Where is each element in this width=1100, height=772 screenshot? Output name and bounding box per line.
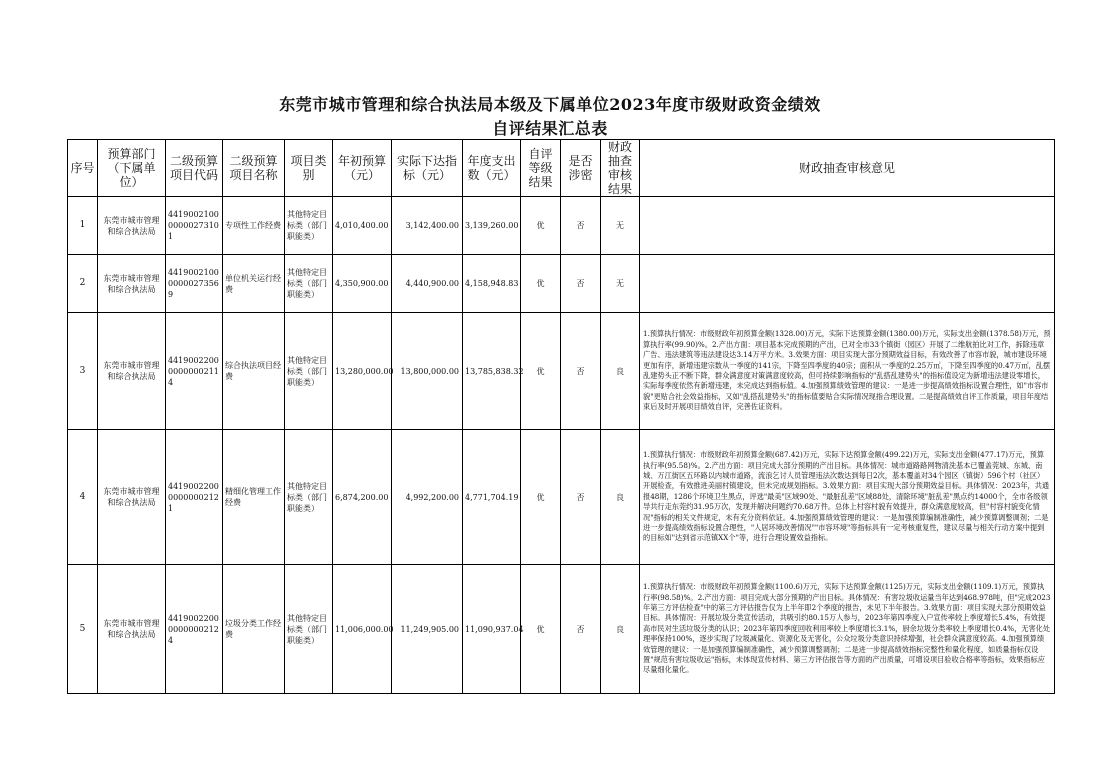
header-code: 二级预算项目代码: [166, 140, 223, 197]
header-grade: 自评等级结果: [521, 140, 561, 197]
cell-issued: 11,249,905.00: [392, 565, 463, 694]
cell-name: 专项性工作经费: [223, 197, 285, 255]
header-name: 二级预算项目名称: [223, 140, 285, 197]
cell-initial: 4,010,400.00: [333, 197, 392, 255]
cell-grade: 优: [521, 430, 561, 565]
cell-code: 441900220000000002121: [166, 430, 223, 565]
cell-dept: 东莞市城市管理和综合执法局: [98, 197, 166, 255]
cell-category: 其他特定目标类（部门职能类）: [285, 255, 333, 313]
table-row: [68, 565, 1055, 694]
table-row: [68, 255, 1055, 313]
cell-opinion: 1.预算执行情况：市级财政年初预算金额(1100.6)万元，实际下达预算金额(1125)万元，实际支出金额(1109.1)万元，预算执行率(98.58)%。2.产出方面：项目完成大部分预期的产出目标。具体情况：有害垃圾收运量当年达到468.978吨，但"完成2023年第三方评估检查"中的第三方评估报告仅为上半年即2个季度的报告，未见下半年报告。3.效果方面：项目实现大部分预期效益目标。具体情况：开展垃圾分类宣传活动，共吸引约80.15万人参与，2023年第四季度入户宣传率较上季度增长5.4%，有效提高市民对生活垃圾分类的认识；2023年第四季度回收利用率较上季度增长3.1%，厨余垃圾分类率较上季度增长0.4%，无害化处理率保持100%，逐步实现了垃圾减量化、资源化及无害化，公众垃圾分类意识持续增强，社会群众满意度较高。4.加强预算绩效管理的建议：一是加强预算编制准确性，减少预算调整调剂；二是进一步提高绩效指标完整性和量化程度，如质量指标仅设置"规范有害垃圾收运"指标，未体现宣传材料、第三方评估报告等方面的产出质量，可增设项目验收合格率等指标，效果指标应尽量细化量化。: [640, 565, 1055, 694]
header-seq: 序号: [68, 140, 98, 197]
cell-dept: 东莞市城市管理和综合执法局: [98, 255, 166, 313]
cell-secret: 否: [561, 430, 601, 565]
cell-spent: 13,785,838.32: [463, 313, 521, 430]
cell-secret: 否: [561, 313, 601, 430]
cell-name: 精细化管理工作经费: [223, 430, 285, 565]
cell-opinion: 1.预算执行情况：市级财政年初预算金额(687.42)万元，实际下达预算金额(499.22)万元，实际支出金额(477.17)万元，预算执行率(95.58)%。2.产出方面：项目完成大部分预期的产出目标。具体情况：城市道路路网物清洗基本已覆盖莞城、东城、南城、万江街区五环路以内城市道路，流浪乞讨人员管理违法次数达到每日2次，基本覆盖对34个园区（镇街）596个村（社区）开展检查，有效推进美丽村镇建设，但未完成规划指标。3.效果方面：项目实现大部分预期效益目标。具体情况：2023年，共通报48期，1286个环境卫生黑点，评选"最美"区域90处、"最脏乱差"区域88处，清除环境"脏乱差"黑点约14000个，全市各级领导共行走东莞约31.95万次，发现并解决问题约70.68万件。总体上村容村貌有效提升，群众满意度较高，但"村容村貌变化情况"指标的相关文件规定，未有充分资料依证。4.加强预算绩效管理的建议：一是加强预算编制准确性，减少预算调整调剂；二是进一步提高绩效指标设置合理性，"人居环境改善情况""市容环境"等指标具有一定考核重复性，建议尽量与相关行动方案中提到的目标如"达到省示范镇XX个"等，进行合理设置效益指标。: [640, 430, 1055, 565]
title-line-2: 自评结果汇总表: [492, 119, 608, 138]
cell-dept: 东莞市城市管理和综合执法局: [98, 565, 166, 694]
cell-name: 垃圾分类工作经费: [223, 565, 285, 694]
cell-spent: 3,139,260.00: [463, 197, 521, 255]
cell-grade: 优: [521, 197, 561, 255]
cell-code: 441900210000000273101: [166, 197, 223, 255]
cell-category: 其他特定目标类（部门职能类）: [285, 565, 333, 694]
cell-issued: 3,142,400.00: [392, 197, 463, 255]
cell-issued: 4,440,900.00: [392, 255, 463, 313]
cell-seq: 1: [68, 197, 98, 255]
table-row: [68, 313, 1055, 430]
cell-grade: 优: [521, 565, 561, 694]
header-issued: 实际下达指标（元）: [392, 140, 463, 197]
cell-code: 441900210000000273569: [166, 255, 223, 313]
cell-spent: 4,771,704.19: [463, 430, 521, 565]
cell-seq: 2: [68, 255, 98, 313]
header-dept: 预算部门（下属单位）: [98, 140, 166, 197]
cell-review: 良: [601, 430, 640, 565]
table-row: [68, 197, 1055, 255]
summary-table: [67, 139, 1055, 694]
cell-spent: 11,090,937.04: [463, 565, 521, 694]
cell-initial: 6,874,200.00: [333, 430, 392, 565]
cell-seq: 5: [68, 565, 98, 694]
cell-initial: 13,280,000.00: [333, 313, 392, 430]
cell-secret: 否: [561, 565, 601, 694]
cell-dept: 东莞市城市管理和综合执法局: [98, 430, 166, 565]
header-row: [68, 140, 1055, 197]
cell-issued: 13,800,000.00: [392, 313, 463, 430]
cell-category: 其他特定目标类（部门职能类）: [285, 430, 333, 565]
cell-code: 441900220000000002114: [166, 313, 223, 430]
header-category: 项目类别: [285, 140, 333, 197]
title-line-1: 东莞市城市管理和综合执法局本级及下属单位2023年度市级财政资金绩效: [279, 95, 821, 114]
cell-name: 单位机关运行经费: [223, 255, 285, 313]
cell-grade: 优: [521, 255, 561, 313]
header-opinion: 财政抽查审核意见: [640, 140, 1055, 197]
cell-opinion: [640, 197, 1055, 255]
cell-category: 其他特定目标类（部门职能类）: [285, 313, 333, 430]
cell-secret: 否: [561, 255, 601, 313]
table-row: [68, 430, 1055, 565]
header-spent: 年度支出数（元）: [463, 140, 521, 197]
cell-seq: 3: [68, 313, 98, 430]
cell-opinion: [640, 255, 1055, 313]
header-review: 财政抽查审核结果: [601, 140, 640, 197]
cell-grade: 优: [521, 313, 561, 430]
cell-review: 良: [601, 313, 640, 430]
cell-review: 无: [601, 197, 640, 255]
header-initial: 年初预算（元）: [333, 140, 392, 197]
cell-secret: 否: [561, 197, 601, 255]
cell-initial: 4,350,900.00: [333, 255, 392, 313]
cell-review: 良: [601, 565, 640, 694]
cell-initial: 11,006,000.00: [333, 565, 392, 694]
cell-name: 综合执法项目经费: [223, 313, 285, 430]
cell-opinion: 1.预算执行情况：市级财政年初预算金额(1328.00)万元，实际下达预算金额(1380.00)万元，实际支出金额(1378.58)万元，预算执行率(99.90)%。2.产出方面：项目基本完成预期的产出，已对全市33个镇街（园区）开展了二维航拍比对工作，拆除违章广告、违法建筑等违法建设达3.14万平方米。3.效果方面：项目实现大部分预期效益目标，有效改善了市容市貌，城市建设环境更加有序，新增违建宗数从一季度的141宗，下降至四季度的40宗；面积从一季度的2.25万㎡，下降至四季度的0.47万㎡，乱摆乱建势头正不断下降，群众满意度对策满意度较高，但可持续影响指标的"乱搭乱建势头"的指标值设定为新增违法建设零增长，实际每季度依然有新增违建，未完成达到指标值。4.加强预算绩效管理的建议：一是进一步提高绩效指标设置合理性，如"市容市貌"更贴合社会效益指标，又如"乱搭乱建势头"的指标值要贴合实际情况现指合理设置。二是提高绩效自评工作质量，项目年度结束后及时开展项目绩效自评，完善佐证资料。: [640, 313, 1055, 430]
cell-issued: 4,992,200.00: [392, 430, 463, 565]
cell-spent: 4,158,948.83: [463, 255, 521, 313]
cell-review: 无: [601, 255, 640, 313]
cell-category: 其他特定目标类（部门职能类）: [285, 197, 333, 255]
cell-seq: 4: [68, 430, 98, 565]
cell-dept: 东莞市城市管理和综合执法局: [98, 313, 166, 430]
cell-code: 441900220000000002124: [166, 565, 223, 694]
header-secret: 是否涉密: [561, 140, 601, 197]
